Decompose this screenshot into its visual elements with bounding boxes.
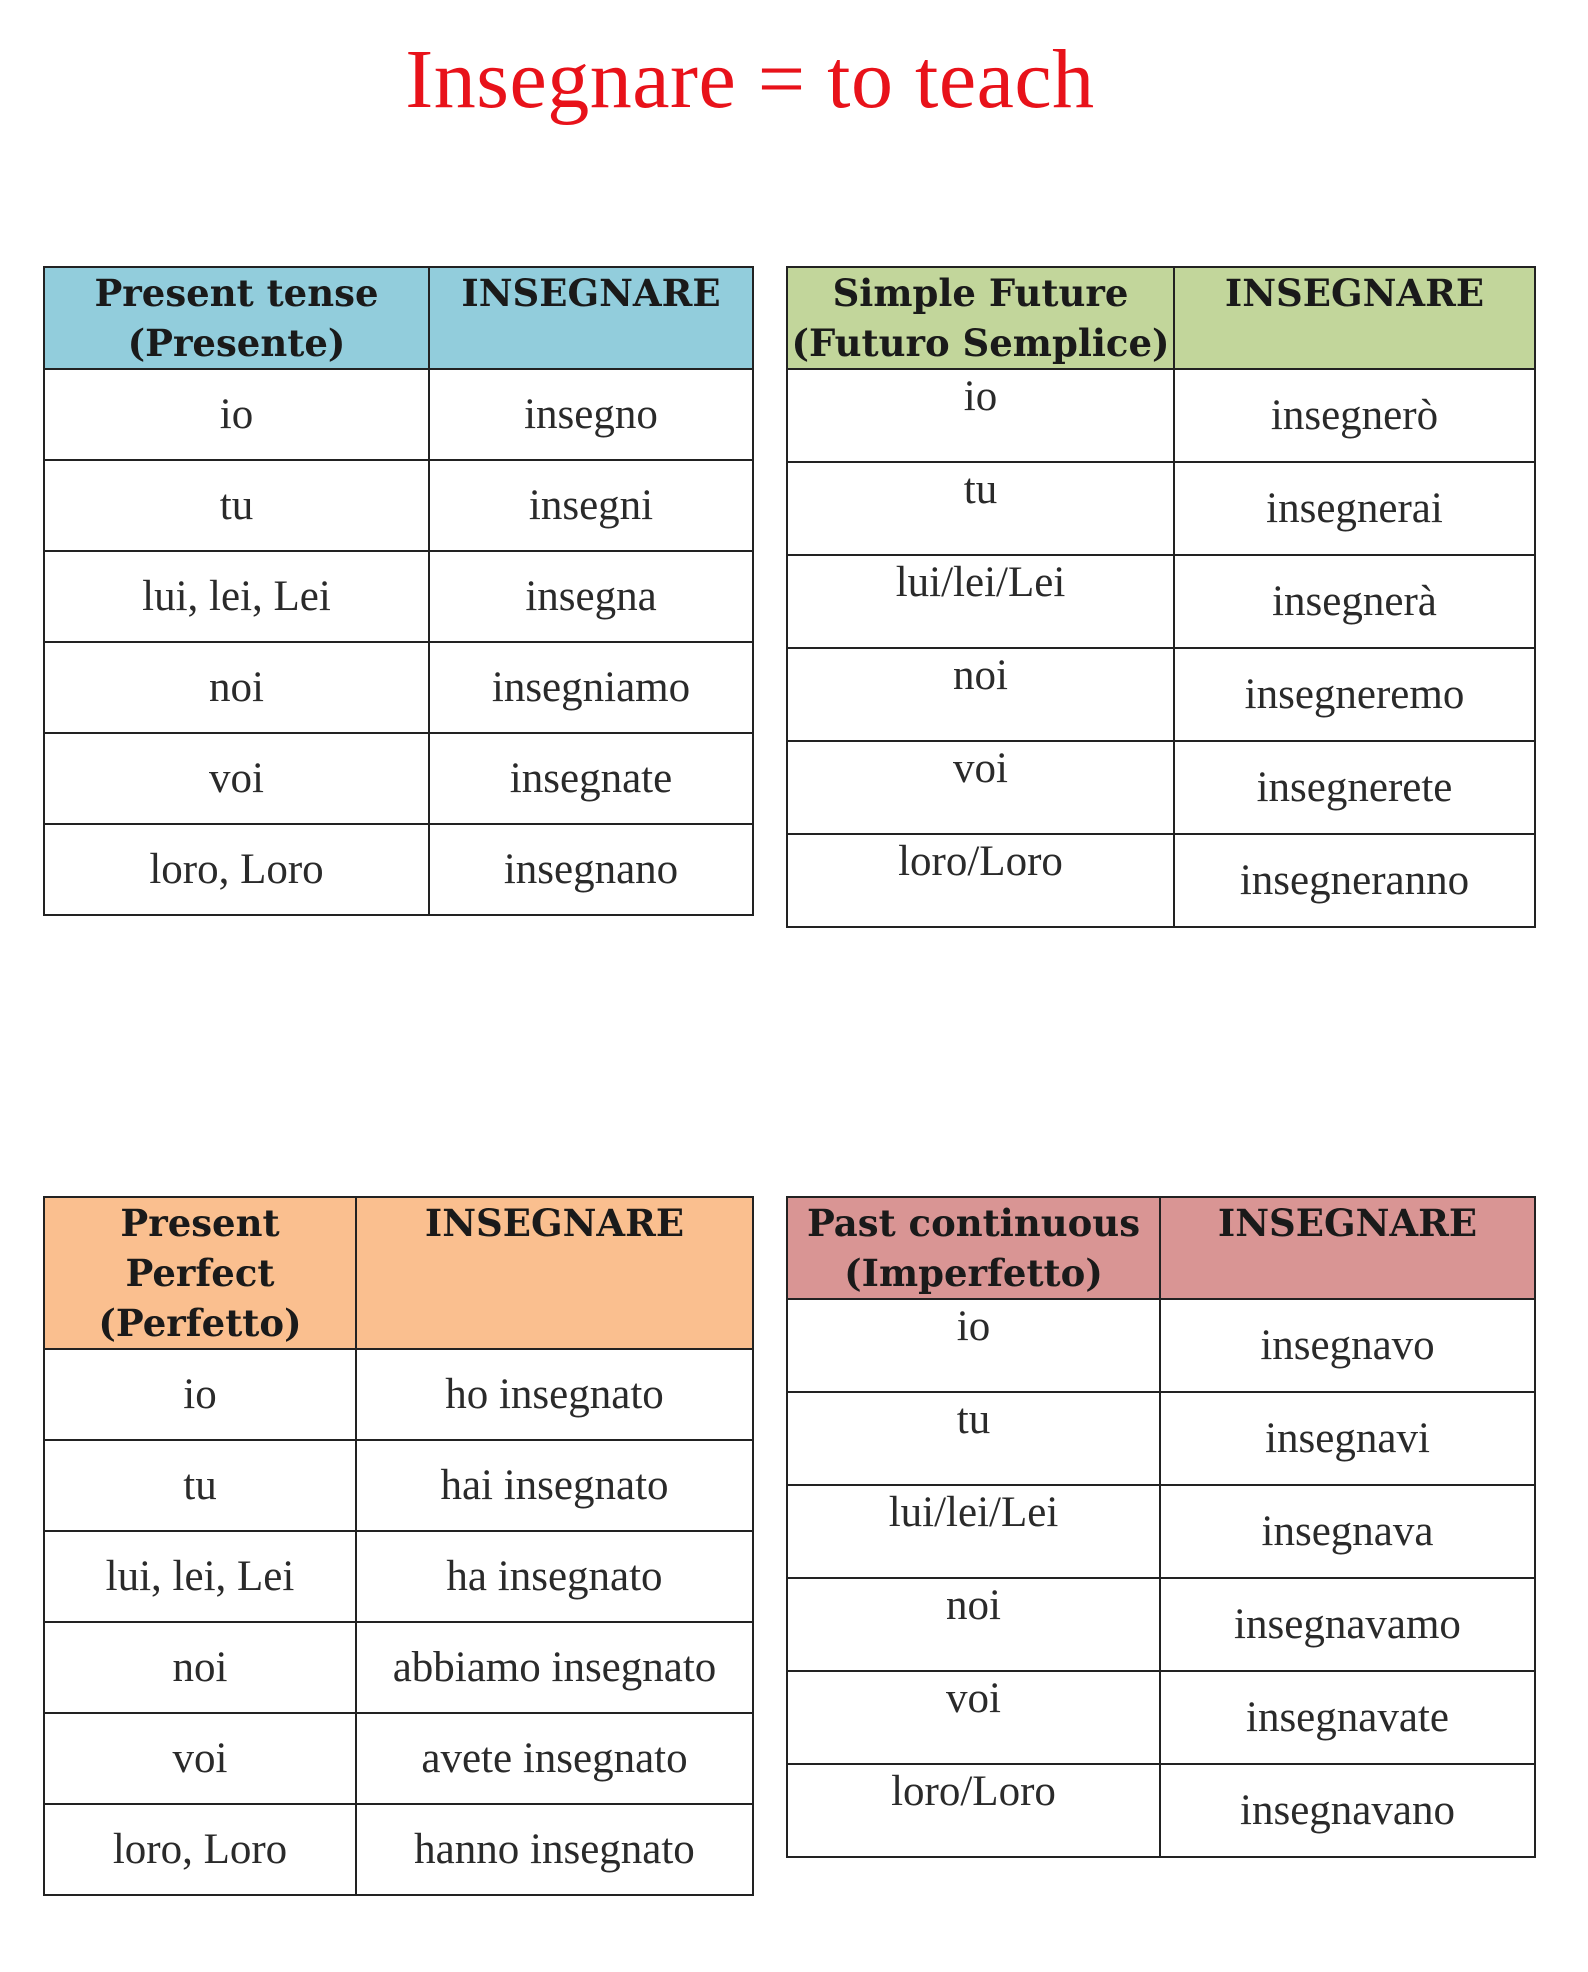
pronoun-cell: voi: [44, 733, 429, 824]
conjugation-cell: hanno insegnato: [356, 1804, 753, 1895]
pronoun-cell: tu: [44, 1440, 356, 1531]
pronoun-cell: tu: [787, 462, 1174, 555]
table-row: [44, 369, 753, 460]
conjugation-cell: insegniamo: [429, 642, 753, 733]
conjugation-cell: insegnavi: [1160, 1392, 1535, 1485]
pronoun-cell: loro, Loro: [44, 1804, 356, 1895]
pronoun-cell: io: [44, 1349, 356, 1440]
pronoun-cell: tu: [787, 1392, 1160, 1485]
pronoun-cell: voi: [44, 1713, 356, 1804]
table-row: [787, 1764, 1535, 1857]
table-row: [44, 1622, 753, 1713]
table-row: [787, 1485, 1535, 1578]
conjugation-cell: insegnerete: [1174, 741, 1535, 834]
table-row: [787, 648, 1535, 741]
verb-header: INSEGNARE: [356, 1197, 753, 1349]
table-row: [787, 834, 1535, 927]
table-row: [787, 555, 1535, 648]
pronoun-cell: lui, lei, Lei: [44, 1531, 356, 1622]
table-header-row: [44, 267, 753, 369]
verb-header: INSEGNARE: [1160, 1197, 1535, 1299]
conjugation-cell: ho insegnato: [356, 1349, 753, 1440]
table-row: [787, 1299, 1535, 1392]
verb-header: INSEGNARE: [429, 267, 753, 369]
table-row: [44, 1804, 753, 1895]
conjugation-cell: insegnavate: [1160, 1671, 1535, 1764]
conjugation-cell: insegneremo: [1174, 648, 1535, 741]
tense-italian-name: (Presente): [127, 321, 346, 365]
table-row: [787, 369, 1535, 462]
past-continuous-table: [786, 1196, 1536, 1858]
pronoun-cell: io: [787, 1299, 1160, 1392]
conjugation-cell: insegnavano: [1160, 1764, 1535, 1857]
present-perfect-table: [43, 1196, 754, 1896]
conjugation-cell: insegnerò: [1174, 369, 1535, 462]
conjugation-cell: avete insegnato: [356, 1713, 753, 1804]
pronoun-cell: loro, Loro: [44, 824, 429, 915]
page-title: Insegnare = to teach: [405, 33, 1095, 126]
pronoun-cell: lui/lei/Lei: [787, 555, 1174, 648]
tense-italian-name: (Perfetto): [98, 1301, 302, 1345]
conjugation-cell: abbiamo insegnato: [356, 1622, 753, 1713]
conjugation-cell: insegnavamo: [1160, 1578, 1535, 1671]
tense-italian-name: (Futuro Semplice): [791, 321, 1170, 365]
pronoun-cell: io: [44, 369, 429, 460]
present-tense-table: [43, 266, 754, 916]
conjugation-cell: insegnerà: [1174, 555, 1535, 648]
conjugation-cell: insegnava: [1160, 1485, 1535, 1578]
conjugation-cell: insegna: [429, 551, 753, 642]
table-row: [44, 460, 753, 551]
pronoun-cell: noi: [44, 1622, 356, 1713]
tense-name: Simple Future: [832, 271, 1129, 315]
pronoun-cell: noi: [44, 642, 429, 733]
tense-name: Present Perfect: [120, 1201, 280, 1295]
conjugation-cell: hai insegnato: [356, 1440, 753, 1531]
tense-italian-name: (Imperfetto): [844, 1251, 1103, 1295]
table-row: [787, 741, 1535, 834]
pronoun-cell: voi: [787, 1671, 1160, 1764]
conjugation-cell: insegnerai: [1174, 462, 1535, 555]
pronoun-cell: noi: [787, 648, 1174, 741]
pronoun-cell: voi: [787, 741, 1174, 834]
table-row: [44, 1440, 753, 1531]
tense-header: [44, 1197, 356, 1349]
conjugation-cell: insegnano: [429, 824, 753, 915]
table-header-row: [787, 267, 1535, 369]
pronoun-cell: loro/Loro: [787, 1764, 1160, 1857]
tense-name: Present tense: [94, 271, 379, 315]
tense-header: [787, 1197, 1160, 1299]
table-row: [787, 462, 1535, 555]
tense-header: [44, 267, 429, 369]
pronoun-cell: lui/lei/Lei: [787, 1485, 1160, 1578]
conjugation-cell: insegneranno: [1174, 834, 1535, 927]
table-row: [787, 1578, 1535, 1671]
conjugation-cell: insegnate: [429, 733, 753, 824]
pronoun-cell: noi: [787, 1578, 1160, 1671]
conjugation-cell: insegno: [429, 369, 753, 460]
verb-header: INSEGNARE: [1174, 267, 1535, 369]
table-row: [44, 733, 753, 824]
tense-header: [787, 267, 1174, 369]
table-row: [44, 824, 753, 915]
table-row: [44, 1531, 753, 1622]
pronoun-cell: loro/Loro: [787, 834, 1174, 927]
table-header-row: [787, 1197, 1535, 1299]
pronoun-cell: lui, lei, Lei: [44, 551, 429, 642]
table-row: [44, 551, 753, 642]
conjugation-cell: ha insegnato: [356, 1531, 753, 1622]
table-row: [44, 642, 753, 733]
pronoun-cell: io: [787, 369, 1174, 462]
conjugation-cell: insegnavo: [1160, 1299, 1535, 1392]
pronoun-cell: tu: [44, 460, 429, 551]
table-row: [787, 1671, 1535, 1764]
table-row: [787, 1392, 1535, 1485]
tense-name: Past continuous: [806, 1201, 1141, 1245]
table-header-row: [44, 1197, 753, 1349]
table-row: [44, 1349, 753, 1440]
table-row: [44, 1713, 753, 1804]
simple-future-table: [786, 266, 1536, 928]
conjugation-cell: insegni: [429, 460, 753, 551]
